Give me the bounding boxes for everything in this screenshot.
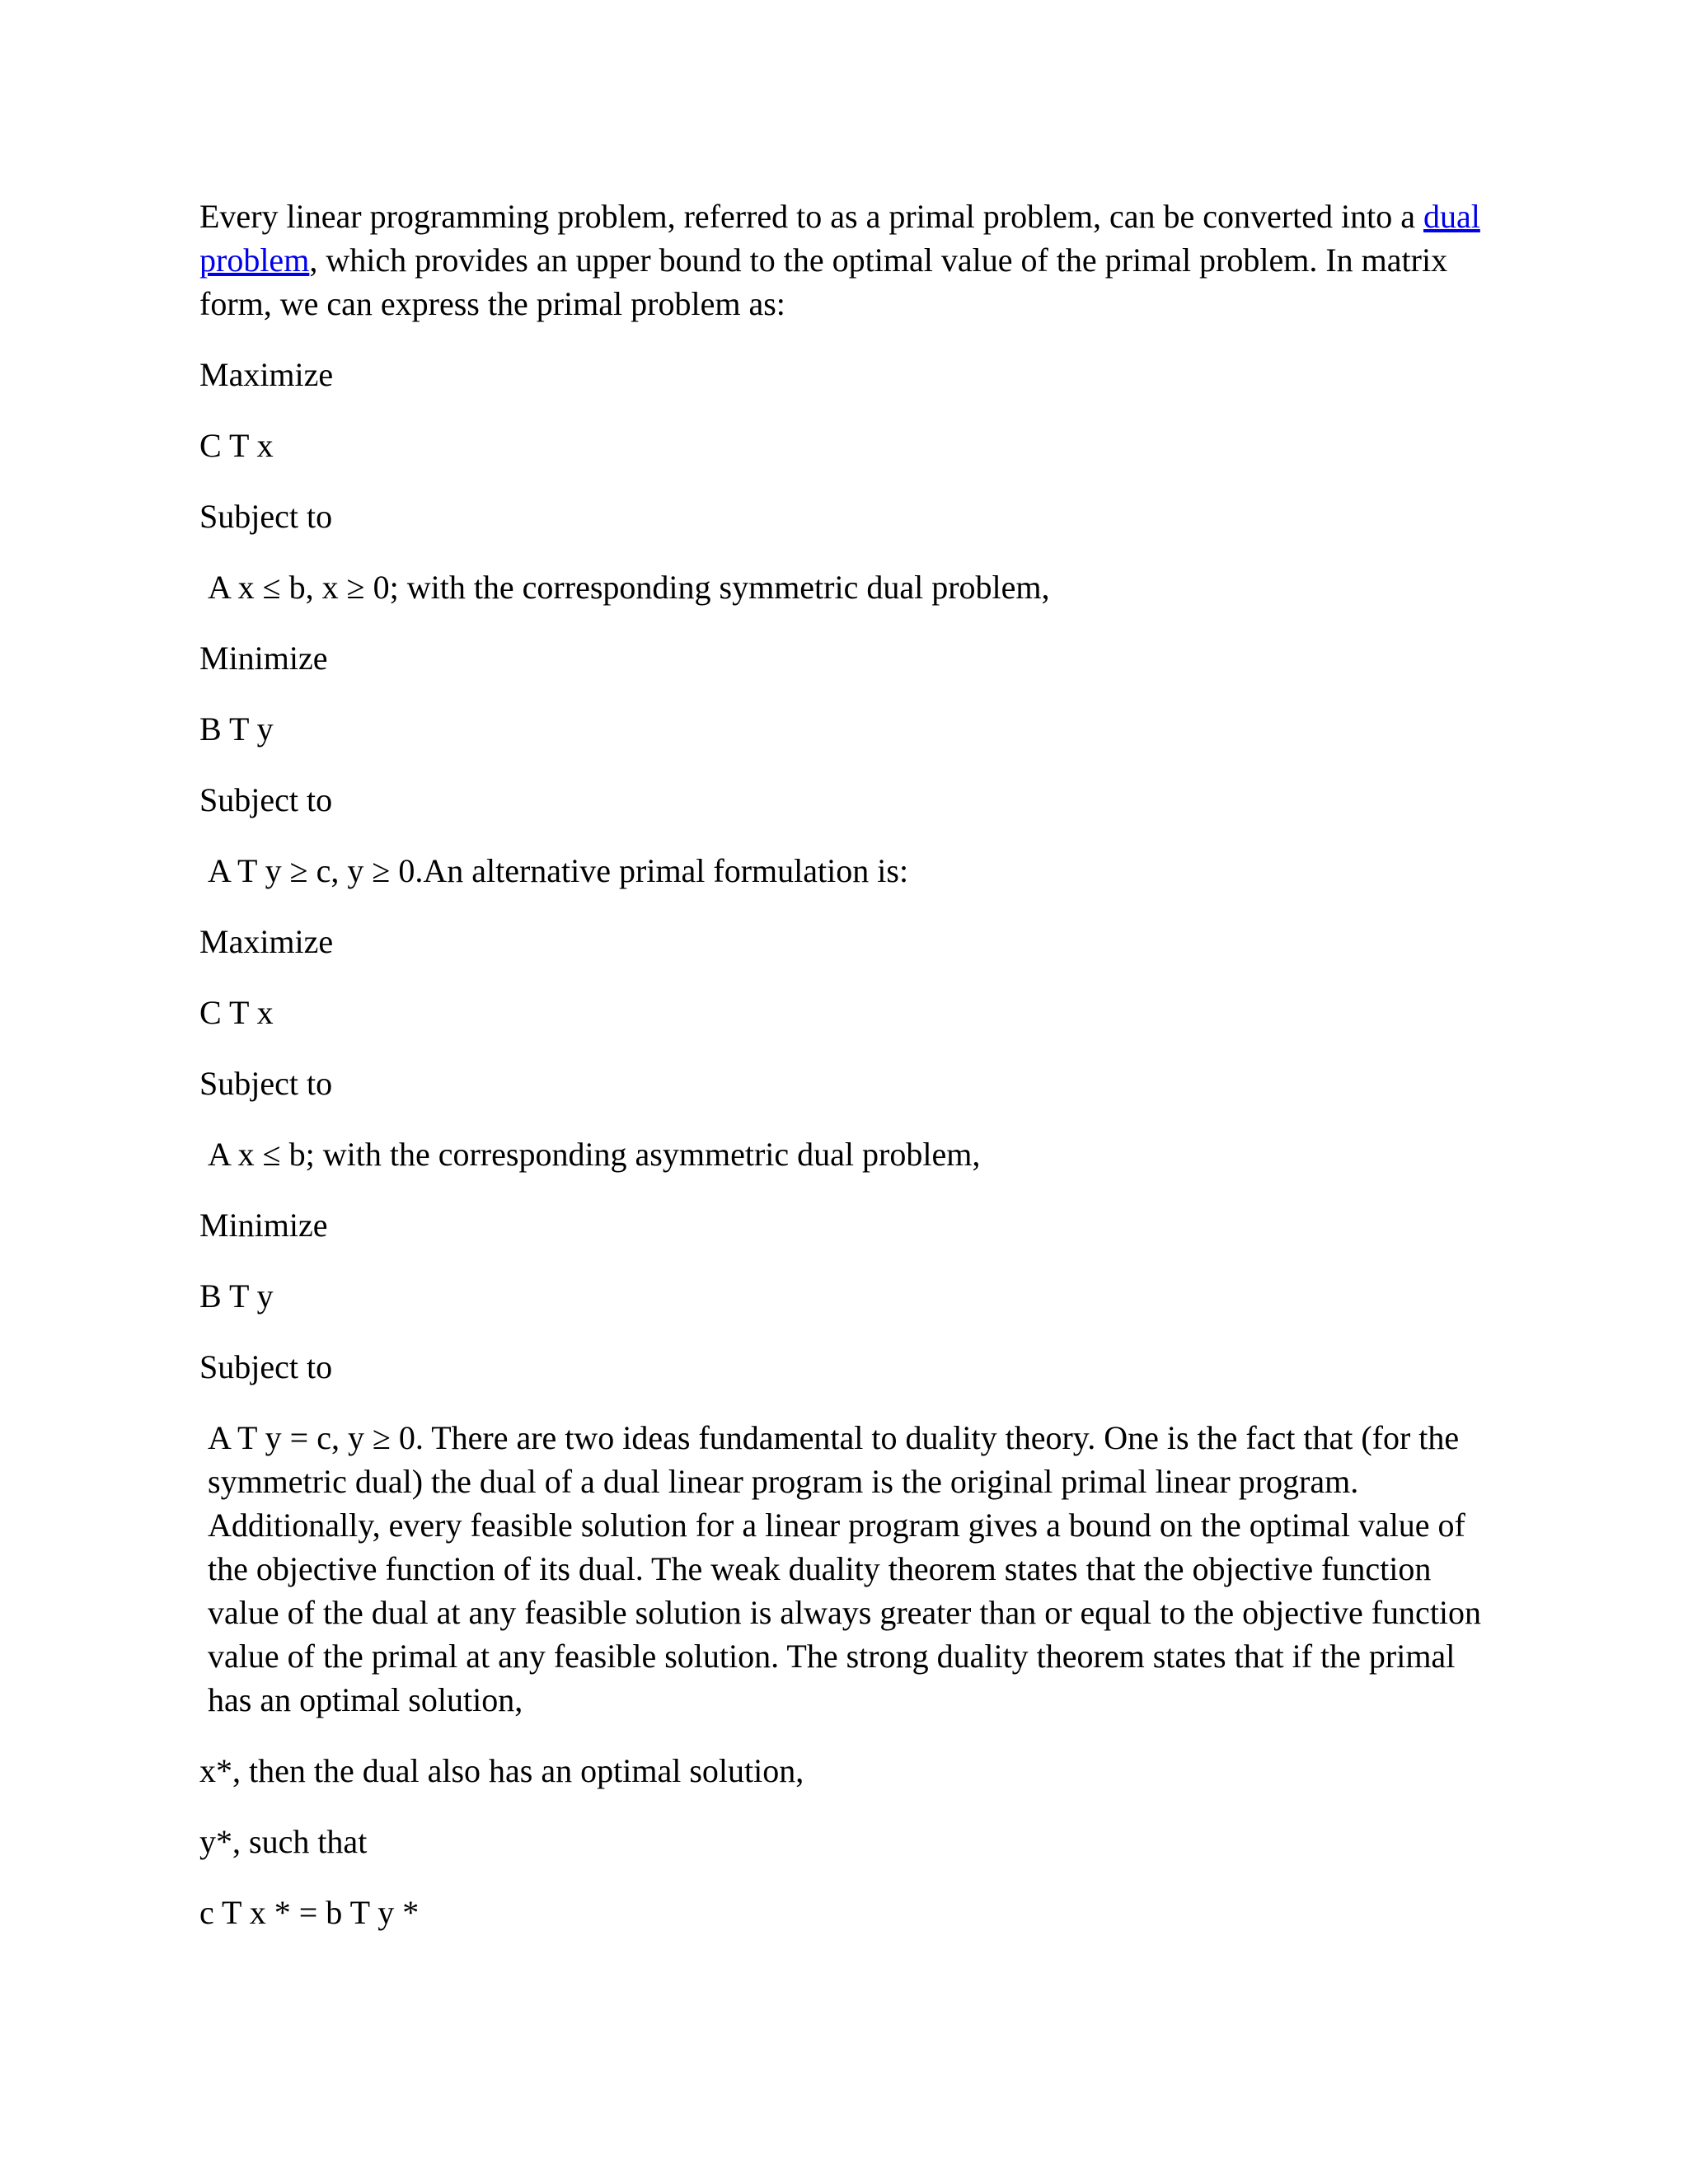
optimal-primal-solution-line: x*, then the dual also has an optimal solution, [199,1752,804,1789]
intro-paragraph [199,194,1502,326]
objective-maximize: Maximize [199,923,334,960]
objective-minimize: Minimize [199,1207,328,1244]
subject-to-label: Subject to [199,498,333,535]
duality-theory-paragraph: A T y = c, y ≥ 0. There are two ideas fundamental to duality theory. One is the fact that (for the symmetric dual) the dual of a dual linear program is the original primal linear program. Additionally, every feasible solution for a linear program gives a bound on the optimal value of the objective function of its dual. The weak duality theorem states that the objective function value of the dual at any feasible solution is always greater than or equal to the objective function value of the primal at any feasible solution. The strong duality theorem states that if the primal has an optimal solution, [208,1419,1482,1718]
subject-to-label: Subject to [199,781,333,818]
primal-objective-expression: C T x [199,994,274,1031]
primal-constraint: A x ≤ b; with the corresponding asymmetric dual problem, [208,1136,981,1173]
subject-to-label: Subject to [199,1065,333,1102]
strong-duality-equation: c T x * = b T y * [199,1894,420,1931]
subject-to-label: Subject to [199,1348,333,1385]
intro-text-before-link: Every linear programming problem, referred to as a primal problem, can be converted into a [199,198,1423,235]
dual-constraint: A T y ≥ c, y ≥ 0.An alternative primal formulation is: [208,852,909,889]
primal-objective-expression: C T x [199,427,274,464]
document-page [199,194,1502,1961]
optimal-dual-solution-line: y*, such that [199,1823,368,1860]
objective-minimize: Minimize [199,640,328,677]
objective-maximize: Maximize [199,356,334,393]
intro-text-after-link: , which provides an upper bound to the optimal value of the primal problem. In matrix form, we can express the primal problem as: [199,241,1448,322]
dual-objective-expression: B T y [199,1277,274,1315]
dual-problem-link[interactable]: dual problem [199,198,1480,279]
primal-constraint: A x ≤ b, x ≥ 0; with the corresponding symmetric dual problem, [208,569,1050,606]
dual-objective-expression: B T y [199,710,274,748]
